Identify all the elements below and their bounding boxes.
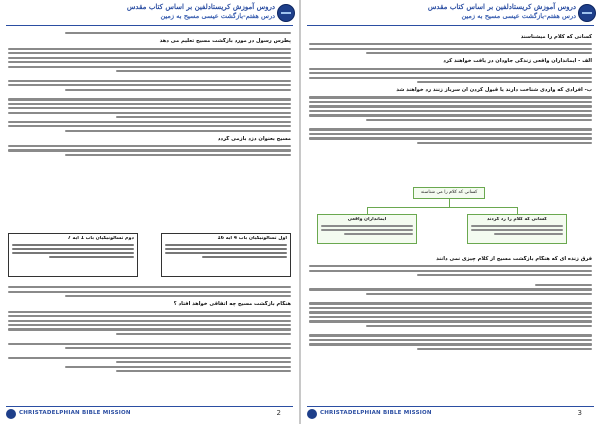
header-title: دروس آموزش کریستادلفین بر اساس کتاب مقدس — [126, 2, 275, 11]
page-right — [301, 0, 600, 424]
page-number: 3 — [577, 409, 582, 417]
left-body-text — [8, 30, 291, 158]
mission-logo-icon — [578, 4, 596, 22]
page-header — [0, 0, 299, 24]
quote-box-thessalonians-2: دوم تسالونیکیان باب 1 آیه 7 — [8, 233, 138, 277]
mission-logo-icon — [307, 409, 317, 419]
quote-box-thessalonians-1: اول تسالونیکیان باب 4 آیه 16 — [161, 233, 291, 277]
mission-logo-icon — [6, 409, 16, 419]
right-heading-3: ب- افرادی که واردی شناخت دارند یا قبول کردن آن سرباز زنند رد خواهند شد — [396, 87, 592, 94]
right-heading-4: فرق زنده ای که هنگام بازگشت مسیح از کلام چیزی نمی دانند — [436, 256, 592, 262]
mission-logo-icon — [277, 4, 295, 22]
header-title: دروس آموزش کریستادلفین بر اساس کتاب مقدس — [427, 2, 576, 11]
header-subtitle: درس هفتم-بازگشت عیسی مسیح به زمین — [160, 12, 275, 20]
left-heading-2: مسیح بعنوان دزد بازمی گردد — [217, 135, 291, 142]
header-rule — [307, 25, 594, 26]
left-heading-1: پطرس رسول در مورد بازگشت مسیح تعلیم می دهد — [159, 38, 291, 45]
page-footer — [307, 406, 594, 420]
footer-organization: CHRISTADELPHIAN BIBLE MISSION — [19, 410, 131, 416]
right-heading-1: کسانی که کلام را میشناسند — [520, 34, 592, 40]
diagram-node-true-believers: ایمانداران واقعی — [317, 214, 417, 244]
diagram-node-rejecters: کسانی که کلام را رد کردند — [467, 214, 567, 244]
header-rule — [6, 25, 293, 26]
right-body-text — [309, 30, 592, 146]
page-number: 2 — [276, 409, 281, 417]
diagram-top-node: کسانی که کلام را می شناسند — [413, 187, 485, 199]
knowledge-diagram — [301, 187, 600, 245]
right-body-text-2 — [309, 252, 592, 352]
left-body-text-2 — [8, 284, 291, 375]
right-heading-2: الف - ایمانداران واقعی زندگی جاودان در یافت خواهند کرد — [443, 58, 592, 65]
left-heading-3: هنگام بازگشت مسیح چه اتفاقی خواهد افتاد ؟ — [173, 301, 291, 308]
footer-organization: CHRISTADELPHIAN BIBLE MISSION — [320, 410, 432, 416]
page-left — [0, 0, 299, 424]
header-subtitle: درس هفتم-بازگشت عیسی مسیح به زمین — [461, 12, 576, 20]
page-footer — [6, 406, 293, 420]
quote-boxes — [8, 233, 291, 279]
page-header — [301, 0, 600, 24]
